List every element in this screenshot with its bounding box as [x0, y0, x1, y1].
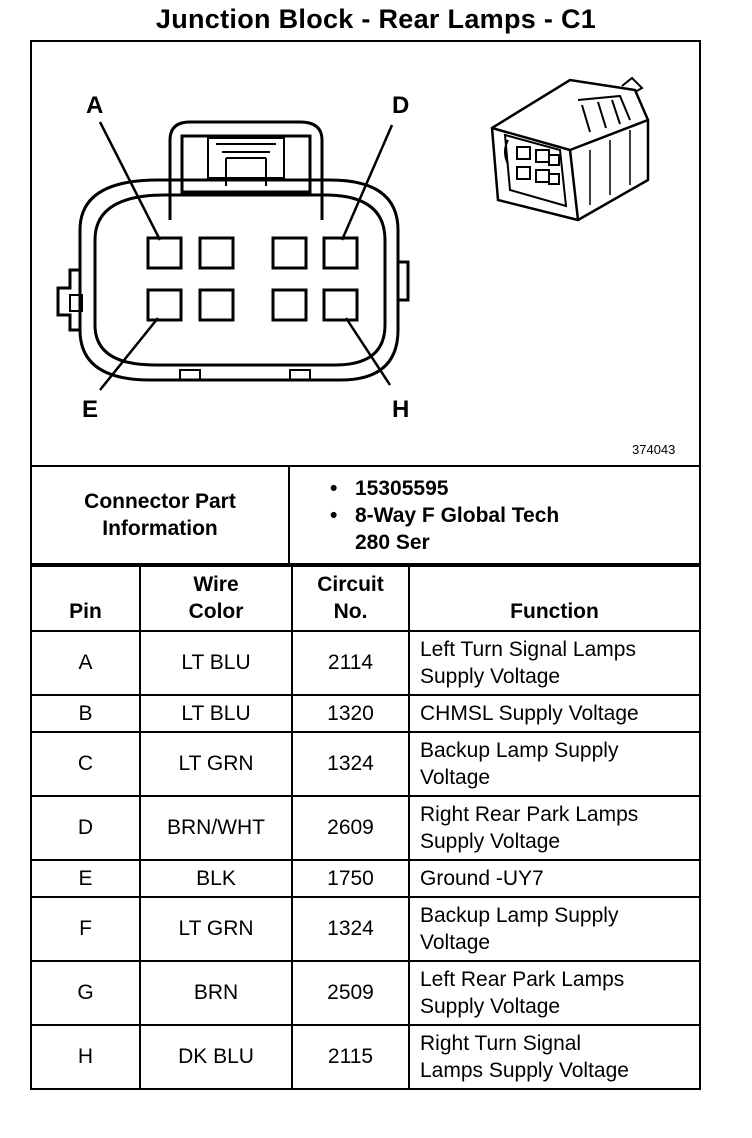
function-cell: Right Rear Park Lamps Supply Voltage: [409, 796, 700, 860]
connector-face-drawing: [30, 40, 701, 465]
pin-cell: G: [31, 961, 140, 1025]
table-row: [31, 961, 700, 1025]
pinout-table: [30, 565, 701, 1090]
connector-info-details: [289, 466, 700, 564]
table-row: [31, 631, 700, 695]
pin-label-d: D: [392, 92, 410, 119]
pin-cell: B: [31, 695, 140, 732]
function-cell: CHMSL Supply Voltage: [409, 695, 700, 732]
function-cell: Left Turn Signal Lamps Supply Voltage: [409, 631, 700, 695]
pin-cavity-c: [273, 238, 306, 268]
wire-color-cell: LT GRN: [140, 732, 292, 796]
table-row: [31, 695, 700, 732]
pin-cell: C: [31, 732, 140, 796]
circuit-cell: 1750: [292, 860, 409, 897]
circuit-cell: 2609: [292, 796, 409, 860]
pin-cavity-a: [148, 238, 181, 268]
connector-description: • 8-Way F Global Tech 280 Ser: [330, 502, 699, 556]
table-row: [31, 796, 700, 860]
table-row: [31, 732, 700, 796]
pin-cavity-g: [273, 290, 306, 320]
pin-cell: D: [31, 796, 140, 860]
circuit-cell: 1324: [292, 732, 409, 796]
circuit-cell: 2115: [292, 1025, 409, 1089]
pin-cavity-h: [324, 290, 357, 320]
wire-color-cell: LT GRN: [140, 897, 292, 961]
header-pin: Pin: [31, 566, 140, 631]
page-title: Junction Block - Rear Lamps - C1: [155, 4, 597, 34]
wire-color-cell: LT BLU: [140, 695, 292, 732]
function-cell: Ground -UY7: [409, 860, 700, 897]
table-row: [31, 860, 700, 897]
table-header-row: [31, 566, 700, 631]
circuit-cell: 2114: [292, 631, 409, 695]
circuit-cell: 2509: [292, 961, 409, 1025]
pin-cell: F: [31, 897, 140, 961]
pin-cell: A: [31, 631, 140, 695]
wire-color-cell: BRN/WHT: [140, 796, 292, 860]
wire-color-cell: DK BLU: [140, 1025, 292, 1089]
header-function: Function: [409, 566, 700, 631]
wire-color-cell: BLK: [140, 860, 292, 897]
pin-label-a: A: [86, 92, 104, 119]
part-number: • 15305595: [330, 475, 699, 502]
header-wire-color: Wire Color: [140, 566, 292, 631]
pin-label-e: E: [82, 396, 99, 423]
connector-diagram: [30, 40, 701, 465]
wire-color-cell: LT BLU: [140, 631, 292, 695]
figure-number: 374043: [632, 442, 676, 457]
header-circuit-no: Circuit No.: [292, 566, 409, 631]
pin-cell: H: [31, 1025, 140, 1089]
pin-cavities: [148, 238, 357, 320]
function-cell: Right Turn Signal Lamps Supply Voltage: [409, 1025, 700, 1089]
leader-lines: [100, 122, 392, 390]
function-cell: Backup Lamp Supply Voltage: [409, 897, 700, 961]
connector-info-table: [30, 465, 701, 565]
pin-cavity-b: [200, 238, 233, 268]
table-row: [31, 897, 700, 961]
pin-cavity-e: [148, 290, 181, 320]
circuit-cell: 1320: [292, 695, 409, 732]
pin-cavity-f: [200, 290, 233, 320]
connector-isometric-icon: [492, 78, 648, 220]
circuit-cell: 1324: [292, 897, 409, 961]
inner-shell: [95, 195, 385, 365]
pin-cell: E: [31, 860, 140, 897]
function-cell: Left Rear Park Lamps Supply Voltage: [409, 961, 700, 1025]
wire-color-cell: BRN: [140, 961, 292, 1025]
outer-shell: [80, 180, 398, 380]
pin-cavity-d: [324, 238, 357, 268]
function-cell: Backup Lamp Supply Voltage: [409, 732, 700, 796]
pin-label-h: H: [392, 396, 410, 423]
connector-info-label: Connector Part Information: [31, 466, 289, 564]
table-row: [31, 1025, 700, 1089]
